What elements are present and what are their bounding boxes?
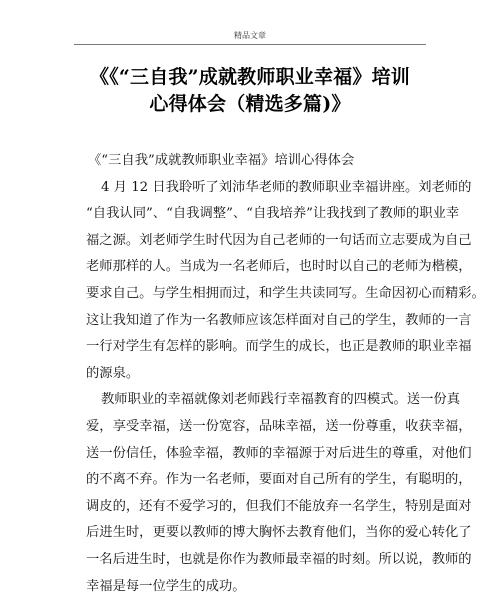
paragraph-line: 后进生时，更要以教师的博大胸怀去教育他们，当你的爱心转化了 xyxy=(86,520,416,547)
paragraph-line: 4 月 12 日我聆听了刘沛华老师的教师职业幸福讲座。刘老师的 xyxy=(86,175,416,202)
title-line: 心得体会（精选多篇)》 xyxy=(60,91,440,118)
paragraph-line: 一名后进生时，也就是你作为教师最幸福的时刻。所以说，教师的 xyxy=(86,547,416,574)
running-header: 精品文章 xyxy=(0,31,500,41)
paragraph-line: 的源泉。 xyxy=(86,361,416,388)
paragraph-line: 送一份信任，体验幸福，教师的幸福源于对后进生的尊重，对他们 xyxy=(86,441,416,468)
paragraph-line: 教师职业的幸福就像刘老师践行幸福教育的四模式。送一份真 xyxy=(86,387,416,414)
paragraph-line: 要求自己。与学生相拥而过，和学生共读同写。生命因初心而精彩。 xyxy=(86,281,416,308)
title-line: 《《“三自我”成就教师职业幸福》培训 xyxy=(60,64,440,91)
paragraph-line: 老师那样的人。当成为一名老师后，也时时以自己的老师为楷模， xyxy=(86,254,416,281)
article-body xyxy=(86,148,416,600)
paragraph-line: 调皮的，还有不爱学习的，但我们不能放弃一名学生，特别是面对 xyxy=(86,494,416,521)
paragraph-line: “自我认同”、“自我调整”、“自我培养”让我找到了教师的职业幸 xyxy=(86,201,416,228)
paragraph-line: 的不离不弃。作为一名老师，要面对自己所有的学生，有聪明的， xyxy=(86,467,416,494)
paragraph-line: 福之源。刘老师学生时代因为自己老师的一句话而立志要成为自己 xyxy=(86,228,416,255)
document-title xyxy=(60,64,440,118)
paragraph-line: 一行对学生有怎样的影响。而学生的成长，也正是教师的职业幸福 xyxy=(86,334,416,361)
paragraph-line: 幸福是每一位学生的成功。 xyxy=(86,574,416,600)
header-rule xyxy=(74,44,426,45)
paragraph-line: 爱，享受幸福，送一份宽容，品味幸福，送一份尊重，收获幸福， xyxy=(86,414,416,441)
paragraph-line: 这让我知道了作为一名教师应该怎样面对自己的学生，教师的一言 xyxy=(86,308,416,335)
subtitle-line: 《“三自我”成就教师职业幸福》培训心得体会 xyxy=(86,148,416,175)
